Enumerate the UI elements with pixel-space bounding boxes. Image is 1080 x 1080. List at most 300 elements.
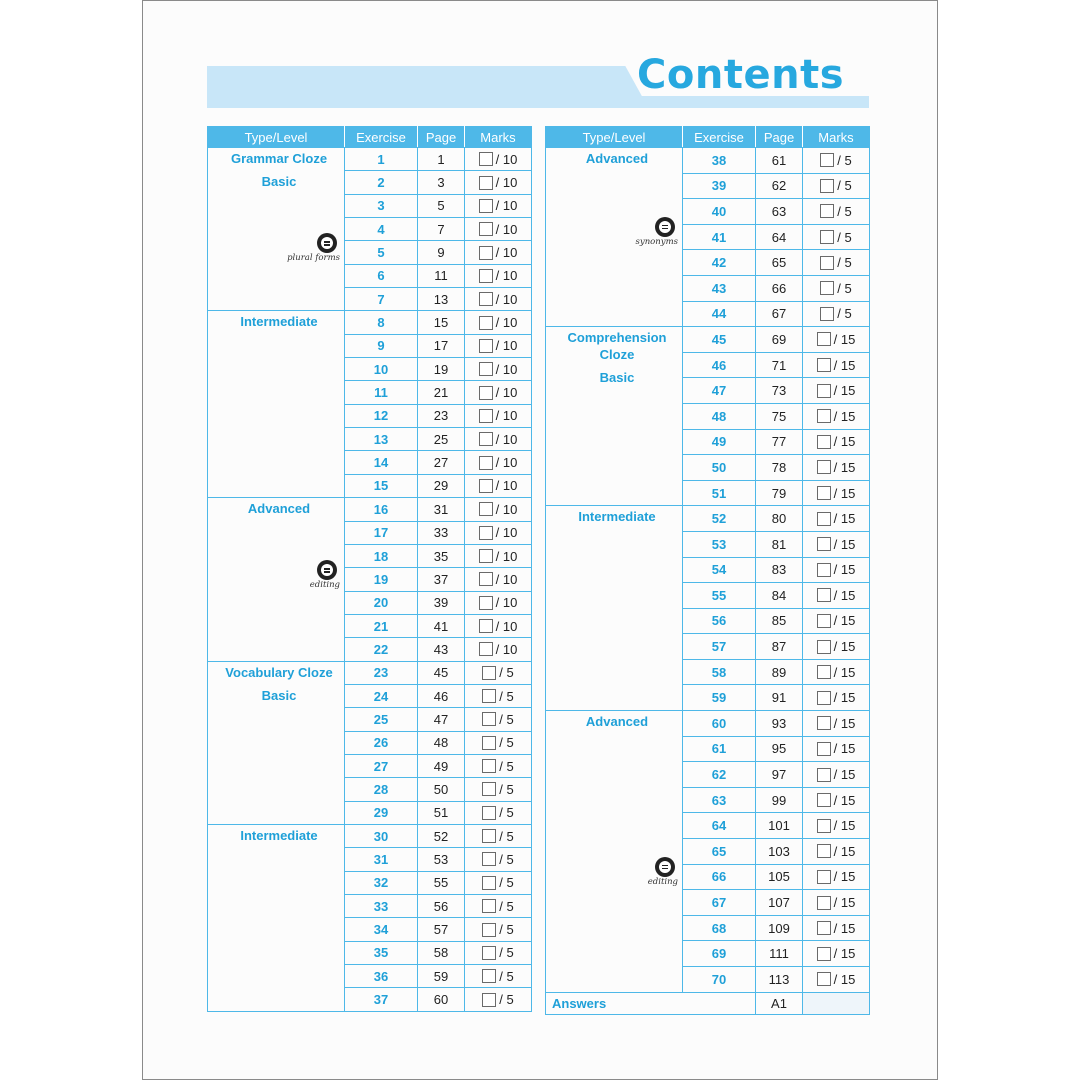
score-checkbox[interactable] — [817, 768, 831, 782]
marks-total: / 5 — [499, 805, 514, 821]
marks-cell — [465, 801, 532, 824]
score-checkbox[interactable] — [479, 362, 493, 376]
page-number: 75 — [756, 403, 803, 429]
score-checkbox[interactable] — [482, 689, 496, 703]
skill-note — [636, 217, 678, 247]
marks-total: / 10 — [495, 525, 518, 541]
page-number: 23 — [418, 404, 465, 427]
marks-entry — [803, 409, 869, 424]
score-checkbox[interactable] — [479, 292, 493, 306]
score-checkbox[interactable] — [479, 316, 493, 330]
score-checkbox[interactable] — [482, 666, 496, 680]
page-number: 9 — [418, 241, 465, 264]
page-number: 99 — [756, 787, 803, 813]
exercise-number[interactable]: 69 — [683, 941, 756, 967]
score-checkbox[interactable] — [482, 852, 496, 866]
exercise-number[interactable]: 40 — [683, 199, 756, 225]
skill-note-label: plural forms — [287, 253, 340, 264]
exercise-number[interactable]: 36 — [345, 965, 418, 988]
type-level-label: Intermediate — [240, 827, 318, 843]
marks-entry — [803, 358, 869, 373]
marks-total: / 5 — [837, 306, 852, 322]
score-checkbox[interactable] — [817, 332, 831, 346]
exercise-number[interactable]: 11 — [345, 381, 418, 404]
score-checkbox[interactable] — [817, 588, 831, 602]
score-checkbox[interactable] — [817, 358, 831, 372]
score-checkbox[interactable] — [817, 921, 831, 935]
marks-cell — [465, 895, 532, 918]
skill-note-label: editing — [647, 876, 678, 887]
score-checkbox[interactable] — [820, 230, 834, 244]
exercise-number[interactable]: 26 — [345, 731, 418, 754]
marks-total: / 5 — [499, 781, 514, 797]
score-checkbox[interactable] — [817, 486, 831, 500]
marks-cell — [803, 915, 870, 941]
exercise-number[interactable]: 6 — [345, 264, 418, 287]
marks-entry — [803, 793, 869, 808]
exercise-number[interactable]: 54 — [683, 557, 756, 583]
exercise-number[interactable]: 55 — [683, 583, 756, 609]
marks-entry — [803, 690, 869, 705]
marks-total: / 10 — [495, 361, 518, 377]
score-checkbox[interactable] — [479, 152, 493, 166]
marks-total: / 10 — [495, 478, 518, 494]
score-checkbox[interactable] — [482, 946, 496, 960]
exercise-number[interactable]: 24 — [345, 684, 418, 707]
exercise-number[interactable]: 32 — [345, 871, 418, 894]
exercise-number[interactable]: 28 — [345, 778, 418, 801]
score-checkbox[interactable] — [817, 844, 831, 858]
exercise-number[interactable]: 10 — [345, 358, 418, 381]
page-number: 79 — [756, 480, 803, 506]
marks-entry — [803, 511, 869, 526]
score-checkbox[interactable] — [817, 435, 831, 449]
marks-cell — [803, 659, 870, 685]
score-checkbox[interactable] — [817, 537, 831, 551]
marks-total: / 15 — [833, 818, 856, 834]
page-number: 111 — [756, 941, 803, 967]
score-checkbox[interactable] — [820, 307, 834, 321]
exercise-number[interactable]: 50 — [683, 455, 756, 481]
exercise-number[interactable]: 44 — [683, 301, 756, 327]
exercise-number[interactable]: 56 — [683, 608, 756, 634]
page-number: 77 — [756, 429, 803, 455]
marks-cell — [465, 824, 532, 847]
marks-cell — [803, 199, 870, 225]
page-number: 103 — [756, 839, 803, 865]
score-checkbox[interactable] — [479, 456, 493, 470]
score-checkbox[interactable] — [482, 969, 496, 983]
marks-total: / 5 — [837, 203, 852, 219]
page-number: 101 — [756, 813, 803, 839]
score-checkbox[interactable] — [817, 640, 831, 654]
marks-total: / 5 — [499, 735, 514, 751]
marks-cell — [465, 684, 532, 707]
marks-total: / 5 — [837, 152, 852, 168]
marks-total: / 10 — [495, 175, 518, 191]
marks-total: / 15 — [833, 331, 856, 347]
marks-cell — [803, 250, 870, 276]
marks-entry — [465, 502, 531, 517]
score-checkbox[interactable] — [479, 572, 493, 586]
page-number: 13 — [418, 288, 465, 311]
answers-marks-empty — [803, 992, 870, 1014]
marks-entry — [465, 338, 531, 353]
score-checkbox[interactable] — [820, 281, 834, 295]
score-checkbox[interactable] — [817, 460, 831, 474]
marks-entry — [465, 478, 531, 493]
exercise-number[interactable]: 21 — [345, 614, 418, 637]
exercise-number[interactable]: 30 — [345, 824, 418, 847]
score-checkbox[interactable] — [482, 782, 496, 796]
exercise-number[interactable]: 19 — [345, 568, 418, 591]
page-number: 71 — [756, 352, 803, 378]
skill-note-label: editing — [309, 580, 340, 591]
type-level-label: Basic — [261, 687, 297, 703]
score-checkbox[interactable] — [479, 222, 493, 236]
score-checkbox[interactable] — [820, 256, 834, 270]
marks-entry — [803, 665, 869, 680]
score-checkbox[interactable] — [479, 549, 493, 563]
score-checkbox[interactable] — [820, 179, 834, 193]
table-row — [208, 661, 532, 684]
marks-entry — [803, 255, 869, 270]
type-level-cell — [546, 148, 683, 327]
score-checkbox[interactable] — [817, 870, 831, 884]
marks-cell — [803, 634, 870, 660]
exercise-number[interactable]: 31 — [345, 848, 418, 871]
exercise-number[interactable]: 2 — [345, 171, 418, 194]
exercise-number[interactable]: 34 — [345, 918, 418, 941]
page-number: 37 — [418, 568, 465, 591]
exercise-number[interactable]: 70 — [683, 967, 756, 993]
note-icon — [655, 857, 675, 877]
exercise-number[interactable]: 41 — [683, 224, 756, 250]
exercise-number[interactable]: 65 — [683, 839, 756, 865]
exercise-number[interactable]: 8 — [345, 311, 418, 334]
page-number: 60 — [418, 988, 465, 1011]
note-icon — [317, 560, 337, 580]
marks-entry — [465, 735, 531, 750]
marks-cell — [465, 358, 532, 381]
type-level-cell — [208, 824, 345, 1011]
score-checkbox[interactable] — [479, 409, 493, 423]
marks-cell — [803, 352, 870, 378]
score-checkbox[interactable] — [817, 947, 831, 961]
marks-total: / 10 — [495, 571, 518, 587]
exercise-number[interactable]: 27 — [345, 754, 418, 777]
marks-entry — [803, 460, 869, 475]
marks-entry — [465, 432, 531, 447]
contents-table-right — [545, 126, 870, 1015]
score-checkbox[interactable] — [817, 409, 831, 423]
marks-cell — [803, 173, 870, 199]
exercise-number[interactable]: 47 — [683, 378, 756, 404]
marks-total: / 10 — [495, 501, 518, 517]
score-checkbox[interactable] — [817, 716, 831, 730]
table-row — [208, 498, 532, 521]
marks-cell — [803, 531, 870, 557]
page-number: 15 — [418, 311, 465, 334]
exercise-number[interactable]: 9 — [345, 334, 418, 357]
exercise-number[interactable]: 33 — [345, 895, 418, 918]
page-number: 52 — [418, 824, 465, 847]
type-level-label: Comprehension — [567, 330, 667, 346]
score-checkbox[interactable] — [479, 502, 493, 516]
marks-cell — [465, 731, 532, 754]
marks-cell — [803, 890, 870, 916]
exercise-number[interactable]: 57 — [683, 634, 756, 660]
score-checkbox[interactable] — [479, 596, 493, 610]
type-level-label: Vocabulary Cloze — [225, 664, 333, 680]
marks-entry — [465, 152, 531, 167]
score-checkbox[interactable] — [482, 923, 496, 937]
score-checkbox[interactable] — [817, 563, 831, 577]
exercise-number[interactable]: 38 — [683, 148, 756, 174]
exercise-number[interactable]: 15 — [345, 474, 418, 497]
exercise-number[interactable]: 60 — [683, 711, 756, 737]
type-level-cell — [208, 148, 345, 311]
score-checkbox[interactable] — [479, 386, 493, 400]
marks-total: / 5 — [499, 945, 514, 961]
marks-entry — [803, 869, 869, 884]
header-type-level: Type/Level — [546, 127, 683, 148]
marks-cell — [465, 474, 532, 497]
exercise-number[interactable]: 49 — [683, 429, 756, 455]
exercise-number[interactable]: 51 — [683, 480, 756, 506]
exercise-number[interactable]: 37 — [345, 988, 418, 1011]
exercise-number[interactable]: 45 — [683, 327, 756, 353]
marks-entry — [803, 281, 869, 296]
score-checkbox[interactable] — [817, 896, 831, 910]
exercise-number[interactable]: 35 — [345, 941, 418, 964]
score-checkbox[interactable] — [479, 199, 493, 213]
marks-cell — [465, 404, 532, 427]
score-checkbox[interactable] — [482, 876, 496, 890]
page-number: 61 — [756, 148, 803, 174]
marks-cell — [803, 864, 870, 890]
marks-total: / 5 — [499, 758, 514, 774]
exercise-number[interactable]: 63 — [683, 787, 756, 813]
type-level-label: Basic — [599, 370, 635, 386]
score-checkbox[interactable] — [482, 993, 496, 1007]
exercise-number[interactable]: 18 — [345, 544, 418, 567]
page-number: 50 — [418, 778, 465, 801]
marks-entry — [465, 969, 531, 984]
page-number: 85 — [756, 608, 803, 634]
marks-cell — [465, 334, 532, 357]
score-checkbox[interactable] — [820, 204, 834, 218]
exercise-number[interactable]: 61 — [683, 736, 756, 762]
marks-total: / 5 — [499, 711, 514, 727]
page-number: 33 — [418, 521, 465, 544]
skill-note — [648, 857, 678, 887]
exercise-number[interactable]: 29 — [345, 801, 418, 824]
score-checkbox[interactable] — [479, 619, 493, 633]
marks-total: / 5 — [499, 875, 514, 891]
marks-entry — [465, 455, 531, 470]
marks-cell — [803, 787, 870, 813]
marks-cell — [465, 241, 532, 264]
marks-cell — [465, 918, 532, 941]
score-checkbox[interactable] — [817, 384, 831, 398]
exercise-number[interactable]: 25 — [345, 708, 418, 731]
score-checkbox[interactable] — [479, 432, 493, 446]
page-number: 41 — [418, 614, 465, 637]
marks-cell — [803, 224, 870, 250]
marks-entry — [465, 268, 531, 283]
score-checkbox[interactable] — [817, 819, 831, 833]
exercise-number[interactable]: 20 — [345, 591, 418, 614]
marks-entry — [465, 852, 531, 867]
marks-entry — [803, 178, 869, 193]
score-checkbox[interactable] — [479, 479, 493, 493]
marks-total: / 15 — [833, 383, 856, 399]
marks-entry — [803, 383, 869, 398]
score-checkbox[interactable] — [817, 665, 831, 679]
score-checkbox[interactable] — [479, 246, 493, 260]
exercise-number[interactable]: 5 — [345, 241, 418, 264]
marks-entry — [465, 408, 531, 423]
answers-label[interactable]: Answers — [546, 992, 756, 1014]
page-number: 5 — [418, 194, 465, 217]
marks-total: / 15 — [833, 715, 856, 731]
marks-entry — [803, 921, 869, 936]
score-checkbox[interactable] — [482, 736, 496, 750]
page-number: 107 — [756, 890, 803, 916]
page-number: 95 — [756, 736, 803, 762]
exercise-number[interactable]: 23 — [345, 661, 418, 684]
score-checkbox[interactable] — [817, 793, 831, 807]
score-checkbox[interactable] — [817, 512, 831, 526]
marks-total: / 15 — [833, 485, 856, 501]
marks-entry — [465, 829, 531, 844]
marks-total: / 15 — [833, 690, 856, 706]
exercise-number[interactable]: 13 — [345, 428, 418, 451]
exercise-number[interactable]: 17 — [345, 521, 418, 544]
exercise-number[interactable]: 48 — [683, 403, 756, 429]
answers-row — [546, 992, 870, 1014]
exercise-number[interactable]: 46 — [683, 352, 756, 378]
score-checkbox[interactable] — [479, 339, 493, 353]
marks-entry — [465, 315, 531, 330]
marks-cell — [803, 378, 870, 404]
exercise-number[interactable]: 67 — [683, 890, 756, 916]
marks-total: / 15 — [833, 408, 856, 424]
score-checkbox[interactable] — [817, 972, 831, 986]
exercise-number[interactable]: 53 — [683, 531, 756, 557]
marks-cell — [465, 708, 532, 731]
page-number: 59 — [418, 965, 465, 988]
score-checkbox[interactable] — [817, 614, 831, 628]
type-level-cell — [546, 327, 683, 506]
page-number: 19 — [418, 358, 465, 381]
marks-total: / 15 — [833, 587, 856, 603]
page-title: Contents — [637, 52, 844, 98]
page-number: 73 — [756, 378, 803, 404]
marks-entry — [803, 537, 869, 552]
marks-cell — [465, 778, 532, 801]
marks-total: / 10 — [495, 291, 518, 307]
page-number: 62 — [756, 173, 803, 199]
marks-entry — [803, 434, 869, 449]
marks-cell — [803, 275, 870, 301]
score-checkbox[interactable] — [482, 759, 496, 773]
exercise-number[interactable]: 68 — [683, 915, 756, 941]
exercise-number[interactable]: 4 — [345, 218, 418, 241]
page-number: 46 — [418, 684, 465, 707]
exercise-number[interactable]: 59 — [683, 685, 756, 711]
marks-entry — [465, 642, 531, 657]
score-checkbox[interactable] — [817, 742, 831, 756]
marks-total: / 10 — [495, 315, 518, 331]
marks-total: / 5 — [499, 922, 514, 938]
marks-cell — [465, 754, 532, 777]
exercise-number[interactable]: 39 — [683, 173, 756, 199]
score-checkbox[interactable] — [482, 899, 496, 913]
score-checkbox[interactable] — [817, 691, 831, 705]
page-number: 1 — [418, 148, 465, 171]
exercise-number[interactable]: 1 — [345, 148, 418, 171]
score-checkbox[interactable] — [479, 642, 493, 656]
marks-cell — [803, 327, 870, 353]
marks-entry — [803, 306, 869, 321]
page-number: 65 — [756, 250, 803, 276]
exercise-number[interactable]: 66 — [683, 864, 756, 890]
score-checkbox[interactable] — [482, 712, 496, 726]
exercise-number[interactable]: 3 — [345, 194, 418, 217]
marks-total: / 10 — [495, 268, 518, 284]
exercise-number[interactable]: 62 — [683, 762, 756, 788]
exercise-number[interactable]: 58 — [683, 659, 756, 685]
score-checkbox[interactable] — [482, 829, 496, 843]
exercise-number[interactable]: 7 — [345, 288, 418, 311]
header-marks: Marks — [465, 127, 532, 148]
exercise-number[interactable]: 16 — [345, 498, 418, 521]
page-number: 48 — [418, 731, 465, 754]
marks-total: / 15 — [833, 843, 856, 859]
page-number: 81 — [756, 531, 803, 557]
score-checkbox[interactable] — [479, 176, 493, 190]
exercise-number[interactable]: 64 — [683, 813, 756, 839]
score-checkbox[interactable] — [482, 806, 496, 820]
page-number: 21 — [418, 381, 465, 404]
marks-entry — [465, 245, 531, 260]
score-checkbox[interactable] — [479, 526, 493, 540]
marks-cell — [465, 381, 532, 404]
marks-entry — [803, 818, 869, 833]
marks-total: / 15 — [833, 536, 856, 552]
marks-total: / 15 — [833, 511, 856, 527]
score-checkbox[interactable] — [479, 269, 493, 283]
table-row — [546, 327, 870, 353]
exercise-number[interactable]: 42 — [683, 250, 756, 276]
marks-cell — [803, 941, 870, 967]
exercise-number[interactable]: 52 — [683, 506, 756, 532]
marks-entry — [465, 549, 531, 564]
marks-cell — [465, 871, 532, 894]
marks-total: / 15 — [833, 664, 856, 680]
marks-cell — [803, 301, 870, 327]
exercise-number[interactable]: 22 — [345, 638, 418, 661]
exercise-number[interactable]: 14 — [345, 451, 418, 474]
marks-cell — [803, 148, 870, 174]
score-checkbox[interactable] — [820, 153, 834, 167]
exercise-number[interactable]: 43 — [683, 275, 756, 301]
table-row — [208, 311, 532, 334]
page-number: 47 — [418, 708, 465, 731]
exercise-number[interactable]: 12 — [345, 404, 418, 427]
